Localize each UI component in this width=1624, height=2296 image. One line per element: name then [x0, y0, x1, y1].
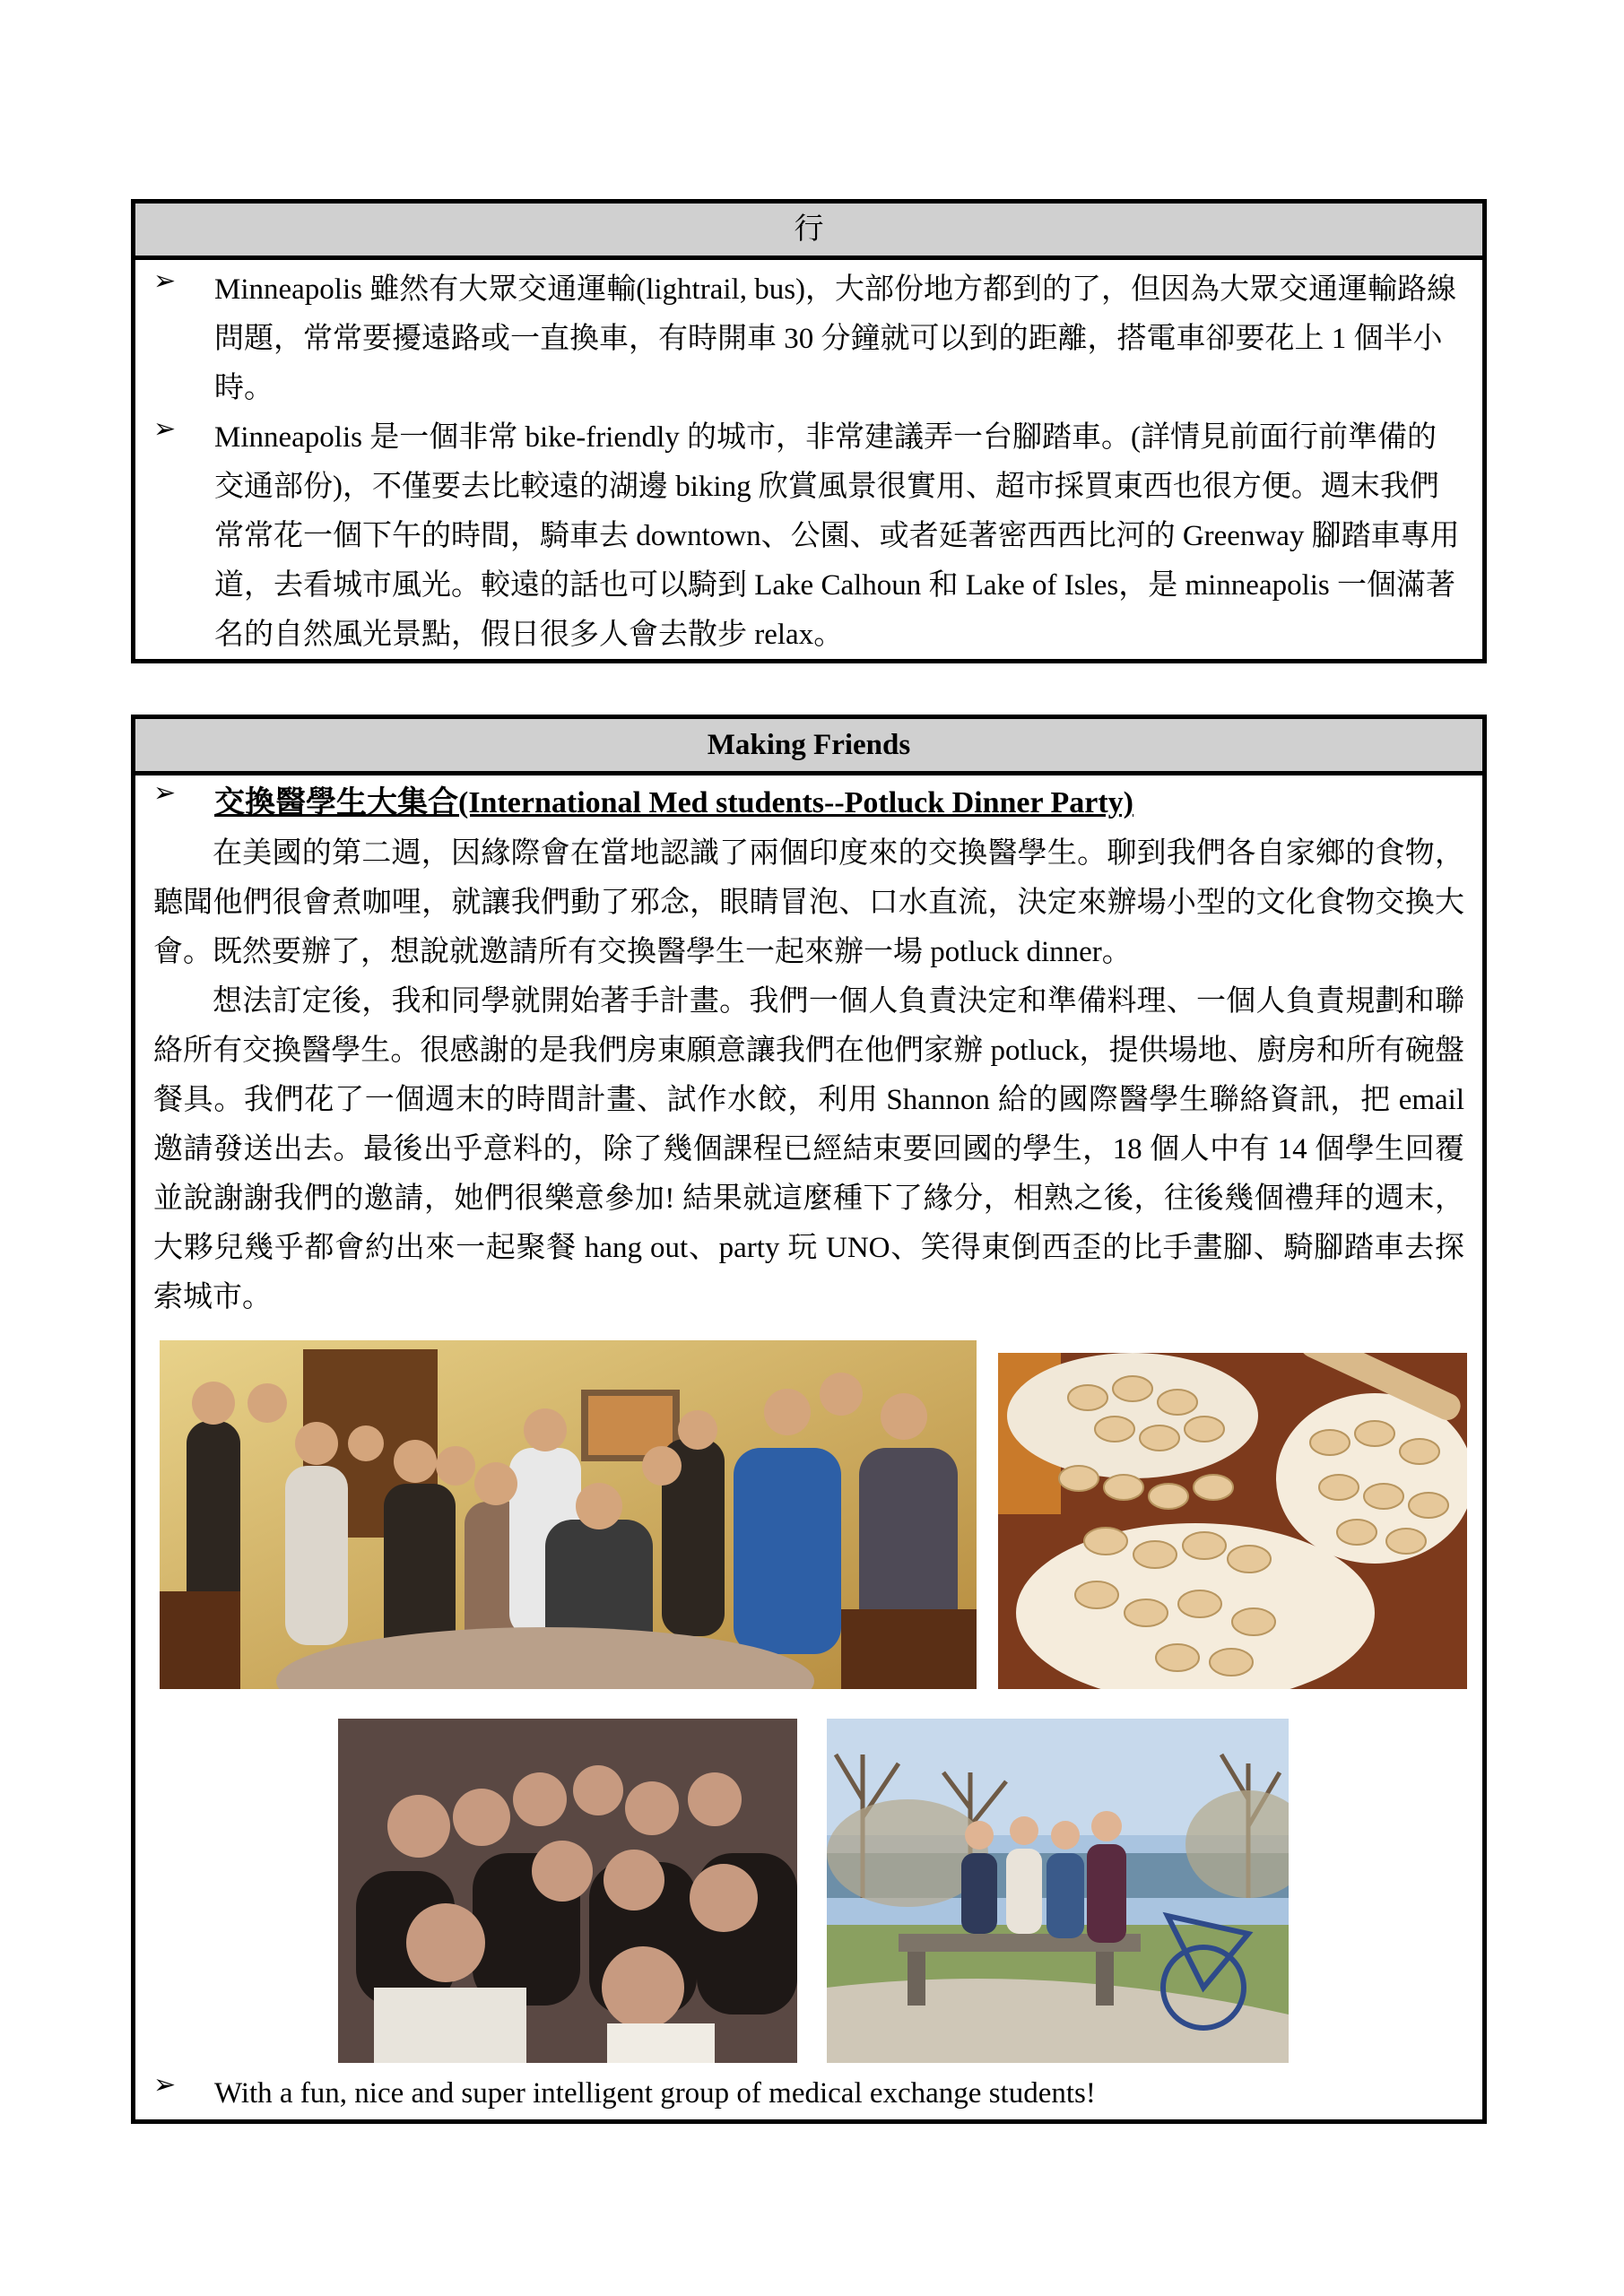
arrow-bullet-icon: ➢: [153, 2069, 177, 2101]
arrow-bullet-icon: ➢: [153, 413, 177, 445]
friends-section-title: Making Friends: [135, 719, 1482, 775]
transport-item-text: Minneapolis 是一個非常 bike-friendly 的城市，非常建議弄一台腳踏車。(詳情見前面行前準備的交通部份)，不僅要去比較遠的湖邊 biking 欣賞風景很實用、超市採買東西也很方便。週末我們常常花一個下午的時間，騎車去 downtown、公園、或者延著密西西比河的 Greenway 腳踏車專用道，去看城市風光。較遠的話也可以騎到 Lake Calhoun 和 Lake of Isles，是 minneapolis 一個滿著名的自然風光景點，假日很多人會去散步 relax。: [214, 421, 1460, 651]
list-item: [135, 413, 1482, 660]
park-bench-photo: [827, 1719, 1289, 2063]
list-item: [135, 2069, 1482, 2118]
story-paragraph: 想法訂定後，我和同學就開始著手計畫。我們一個人負責決定和準備料理、一個人負責規劃和聯絡所有交換醫學生。很感謝的是我們房東願意讓我們在他們家辦 potluck，提供場地、廚房和所有碗盤餐具。我們花了一個週末的時間計畫、試作水餃，利用 Shannon 給的國際醫學生聯絡資訊，把 email 邀請發送出去。最後出乎意料的，除了幾個課程已經結束要回國的學生，18 個人中有 14 個學生回覆並說謝謝我們的邀請，她們很樂意參加! 結果就這麼種下了緣分，相熟之後，往後幾個禮拜的週末，大夥兒幾乎都會約出來一起聚餐 hang out、party 玩 UNO、笑得東倒西歪的比手畫腳、騎腳踏車去探索城市。: [153, 985, 1465, 1313]
arrow-bullet-icon: ➢: [153, 777, 177, 809]
list-item: [135, 777, 1482, 829]
group-dinner-photo: [160, 1340, 977, 1689]
list-item: [135, 265, 1482, 413]
potluck-heading: 交換醫學生大集合(International Med students--Potluck Dinner Party): [214, 786, 1133, 819]
transport-section-title: 行: [135, 204, 1482, 260]
transport-section: [131, 199, 1487, 663]
story-paragraph: 在美國的第二週，因緣際會在當地認識了兩個印度來的交換醫學生。聊到我們各自家鄉的食物，聽聞他們很會煮咖哩，就讓我們動了邪念，眼睛冒泡、口水直流，決定來辦場小型的文化食物交換大會。既然要辦了，想說就邀請所有交換醫學生一起來辦一場 potluck dinner。: [153, 837, 1464, 968]
group-selfie-photo: [338, 1719, 797, 2063]
dumplings-photo: [998, 1353, 1467, 1689]
transport-item-text: Minneapolis 雖然有大眾交通運輸(lightrail, bus)，大部份地方都到的了，但因為大眾交通運輸路線問題，常常要擾遠路或一直換車，有時開車 30 分鐘就可以到的距離，搭電車卻要花上 1 個半小時。: [214, 273, 1457, 404]
arrow-bullet-icon: ➢: [153, 265, 177, 297]
friends-section: [131, 715, 1487, 2124]
closing-line: With a fun, nice and super intelligent group of medical exchange students!: [214, 2077, 1096, 2110]
